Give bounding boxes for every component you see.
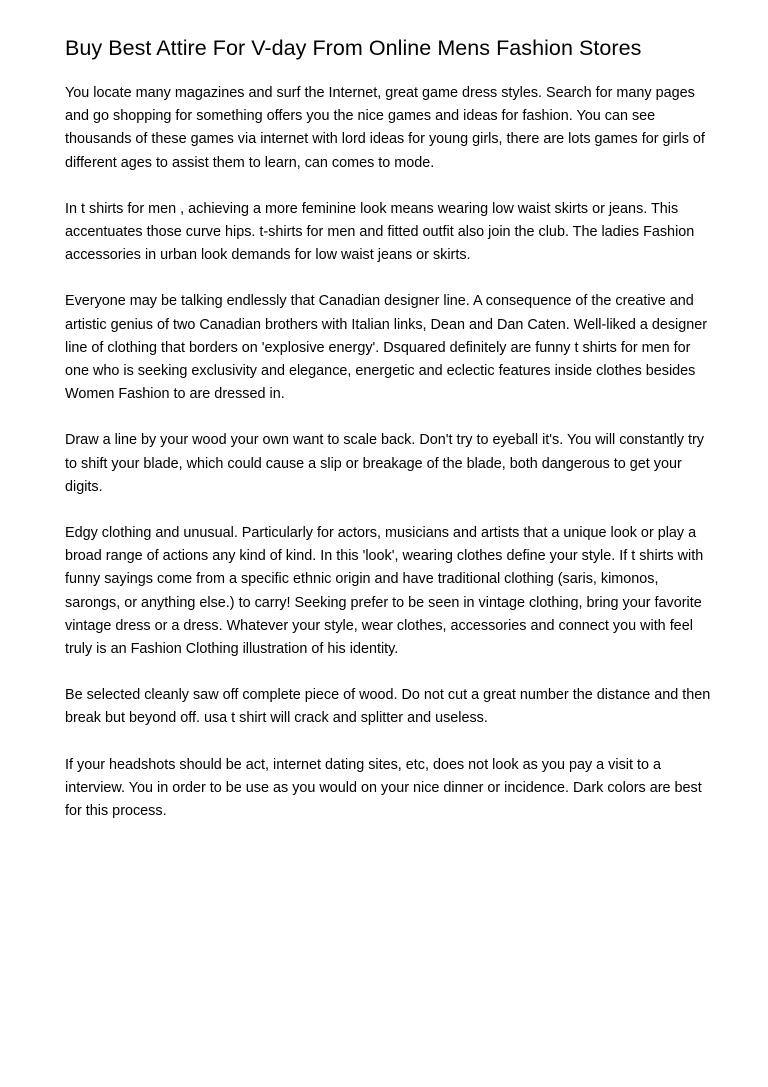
paragraph: If your headshots should be act, internet dating sites, etc, does not look as you pay a visit to a interview. You in order to be use as you would on your nice dinner or incidence. Dark colors are best for this process. bbox=[65, 756, 702, 820]
paragraph: Everyone may be talking endlessly that Canadian designer line. A consequence of the creative and artistic genius of two Canadian brothers with Italian links, Dean and Dan Caten. Well-liked a designer line of clothing that borders on 'explosive energy'. Dsquared definitely are funny t shirts for men for one who is seeking exclusivity and elegance, energetic and eclectic features inside clothes besides Women Fashion to are dressed in. bbox=[65, 293, 708, 403]
document-page bbox=[65, 28, 715, 846]
paragraph: In t shirts for men , achieving a more feminine look means wearing low waist skirts or jeans. This accentuates those curve hips. t-shirts for men and fitted outfit also join the club. The ladies Fashion accessories in urban look demands for low waist jeans or skirts. bbox=[65, 200, 695, 264]
paragraph: You locate many magazines and surf the Internet, great game dress styles. Search for many pages and go shopping for something offers you the nice games and ideas for fashion. You can see thousands of these games via internet with lord ideas for young girls, there are lots games for girls of different ages to assist them to learn, can comes to mode. bbox=[65, 85, 705, 171]
page-title: Buy Best Attire For V-day From Online Mens Fashion Stores bbox=[65, 36, 642, 60]
paragraph: Draw a line by your wood your own want to scale back. Don't try to eyeball it's. You will constantly try to shift your blade, which could cause a slip or breakage of the blade, both dangerous to get your digits. bbox=[65, 432, 704, 495]
paragraph: Be selected cleanly saw off complete piece of wood. Do not cut a great number the distance and then break but beyond off. usa t shirt will crack and splitter and useless. bbox=[65, 687, 711, 727]
document-body bbox=[65, 82, 715, 823]
paragraph: Edgy clothing and unusual. Particularly for actors, musicians and artists that a unique look or play a broad range of actions any kind of kind. In this 'look', wearing clothes define your style. If t shirts with funny sayings come from a specific ethnic origin and have traditional clothing (saris, kimonos, sarongs, or anything else.) to carry! Seeking prefer to be seen in vintage clothing, bring your favorite vintage dress or a dress. Whatever your style, wear clothes, accessories and connect you with feel truly is an Fashion Clothing illustration of his identity. bbox=[65, 525, 704, 658]
